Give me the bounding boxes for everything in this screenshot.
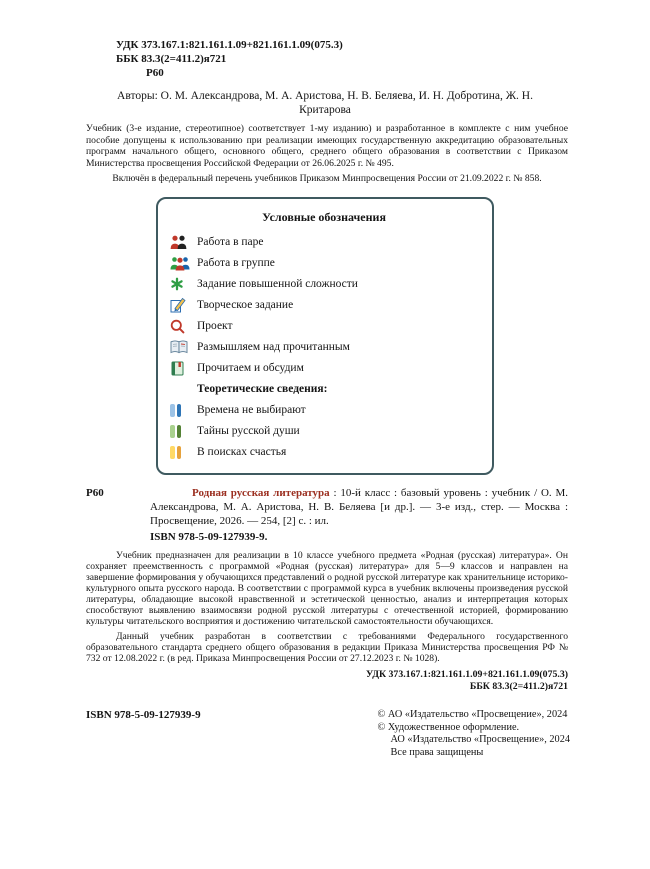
legend-item-label: Теоретические сведения: xyxy=(197,383,328,396)
bibliographic-entry xyxy=(86,487,568,545)
legend-item xyxy=(170,442,478,463)
legend-item xyxy=(170,274,478,295)
yellow-bars-icon xyxy=(170,446,192,459)
legend-item-label: В поисках счастья xyxy=(197,446,287,459)
book-code-margin: Р60 xyxy=(86,486,104,499)
approval-paragraph: Учебник (3-е издание, стереотипное) соответствует 1-му изданию) и разработанное в комплекте с ним учебное пособие допущены к использованию при реализации имеющих государственную аккредитацию образовательных программ начального общего, основного общего, среднего общего образования в соответствии с Приказом Министерства просвещения Российской Федерации от 26.06.2025 г. № 495. xyxy=(86,123,568,169)
legend-item-label: Задание повышенной сложности xyxy=(197,278,358,291)
legend-item xyxy=(170,421,478,442)
project-icon xyxy=(170,319,192,334)
authors-line: Авторы: О. М. Александрова, М. А. Аристова, Н. В. Беляева, И. Н. Добротина, Ж. Н. Критарова xyxy=(117,90,533,116)
legend-item xyxy=(170,400,478,421)
biblio-rest: : 10-й класс : базовый уровень : учебник / О. М. Александрова, М. А. Аристова, Н. В. Беляева [и др.]. — 3-е изд., стер. — Москва : Просвещение, 2026. — 254, [2] с. : ил. xyxy=(150,486,568,527)
legend-item xyxy=(170,232,478,253)
difficulty-asterisk-icon xyxy=(170,277,192,291)
bbk-line-bottom: ББК 83.3(2=411.2)я721 xyxy=(469,681,568,693)
legend-item-label: Времена не выбирают xyxy=(197,404,306,417)
footer xyxy=(86,709,570,759)
legend-box xyxy=(156,197,494,475)
book-code: Р60 xyxy=(146,67,164,79)
legend-item xyxy=(170,316,478,337)
legend-item xyxy=(170,337,478,358)
copyright-line: © Художественное оформление. xyxy=(377,721,520,733)
legend-item xyxy=(170,253,478,274)
biblio-title: Родная русская литература xyxy=(192,486,330,499)
top-codes xyxy=(116,0,650,80)
footer-isbn: ISBN 978-5-09-127939-9 xyxy=(86,709,201,722)
udk-line-bottom: УДК 373.167.1:821.161.1.09+821.161.1.09(075.3) xyxy=(366,669,568,681)
legend-item-label: Прочитаем и обсудим xyxy=(197,362,304,375)
legend-item-label: Тайны русской души xyxy=(197,425,300,438)
pair-work-icon xyxy=(170,235,192,250)
inclusion-paragraph: Включён в федеральный перечень учебников Приказом Минпросвещения России от 21.09.2022 г. № 858. xyxy=(112,173,542,185)
udk-line: УДК 373.167.1:821.161.1.09+821.161.1.09(075.3) xyxy=(116,39,343,51)
annotation-paragraph-2: Данный учебник разработан в соответствии с требованиями Федерального государственного образовательного стандарта среднего общего образования в редакции Приказа Министерства просвещения РФ № 732 от 12.08.2022 г. (в ред. Приказа Минпросвещения России от 27.12.2023 г. № 1028). xyxy=(86,631,568,665)
legend-title: Условные обозначения xyxy=(262,209,386,224)
legend-item-label: Работа в группе xyxy=(197,257,275,270)
blue-bars-icon xyxy=(170,404,192,417)
legend-item xyxy=(170,295,478,316)
read-discuss-icon xyxy=(170,361,192,376)
copyright-line: Все права защищены xyxy=(390,746,484,758)
legend-item-label: Работа в паре xyxy=(197,236,264,249)
creative-task-icon xyxy=(170,297,192,313)
copyright-block xyxy=(378,709,571,759)
copyright-line: © АО «Издательство «Просвещение», 2024 xyxy=(377,709,568,721)
biblio-text xyxy=(150,487,568,528)
legend-item-label: Размышляем над прочитанным xyxy=(197,341,350,354)
legend-item xyxy=(170,358,478,379)
isbn-line: ISBN 978-5-09-127939-9. xyxy=(150,531,268,544)
annotation-paragraph-1: Учебник предназначен для реализации в 10 классе учебного предмета «Родная (русская) литература». Он сохраняет преемственность с программой «Родная (русская) литература» для 5—9 классов и направлен на завершение формирования у обучающихся представлений о родной русской литературе как хранительнице историко-культурного опыта русского народа. В соответствии с программой курса в учебник включены произведения русской литературы, обладающие высокой нравственной и эстетической ценностью, анализ и интерпретация которых способствуют выявлению взаимосвязи родной русской литературы с отечественной историей, формированию культуры читательского восприятия и достижению читательской самостоятельности обучающихся. xyxy=(86,550,568,628)
legend-item xyxy=(170,379,478,400)
bottom-codes xyxy=(0,669,568,693)
copyright-line: АО «Издательство «Просвещение», 2024 xyxy=(390,734,570,746)
reflect-reading-icon xyxy=(170,340,192,354)
bbk-line: ББК 83.3(2=411.2)я721 xyxy=(116,53,227,65)
group-work-icon xyxy=(170,256,192,271)
legend-item-label: Проект xyxy=(197,320,233,333)
green-bars-icon xyxy=(170,425,192,438)
legend-item-label: Творческое задание xyxy=(197,299,294,312)
